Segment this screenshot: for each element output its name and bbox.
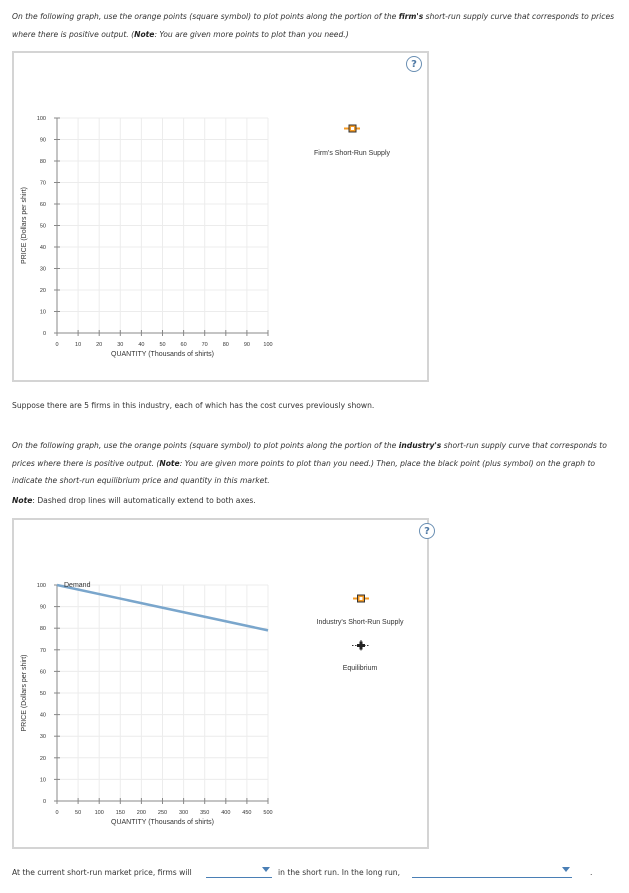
x-tick-label: 30	[117, 342, 124, 348]
instruction-1	[12, 8, 618, 43]
demand-curve-label: Demand	[64, 582, 91, 589]
instruction-1-note-label: Note	[134, 29, 155, 39]
y-tick-label: 20	[39, 288, 46, 294]
graph-2-chart[interactable]	[14, 520, 427, 847]
y-tick-label: 20	[39, 755, 46, 762]
x-tick-label: 100	[263, 342, 273, 348]
instruction-2-text-b: short-run supply curve that corresponds to prices where there is positive output. (	[12, 441, 607, 468]
instruction-2-bold: industry's	[398, 441, 442, 450]
y-tick-label: 10	[39, 309, 46, 316]
x-tick-label: 450	[242, 810, 252, 816]
instruction-2-note-label: Note	[159, 458, 180, 468]
y-tick-label: 90	[39, 604, 46, 611]
x-tick-label: 0	[55, 810, 59, 816]
x-tick-label: 50	[159, 342, 166, 348]
y-tick-label: 40	[39, 712, 46, 719]
y-tick-label: 30	[39, 266, 46, 273]
y-tick-label: 80	[39, 159, 46, 165]
drop-lines-note	[12, 492, 618, 510]
y-tick-label: 80	[39, 626, 46, 633]
x-tick-label: 50	[75, 810, 82, 816]
instruction-1-bold: firm's	[398, 12, 424, 21]
instruction-2-text-c: : You are given more points to plot than you need.) Then, place the black point (plus symbol) on the graph to indicate the short-run equilibrium price and quantity in this market.	[12, 458, 596, 485]
long-run-select[interactable]	[412, 864, 572, 878]
x-tick-label: 300	[179, 810, 189, 816]
graph-1-x-axis-label: QUANTITY (Thousands of shirts)	[111, 351, 214, 358]
equilibrium-legend-label: Equilibrium	[342, 665, 378, 672]
y-tick-label: 100	[36, 583, 46, 589]
y-tick-label: 0	[42, 331, 46, 337]
graph-1-y-axis-label: PRICE (Dollars per shirt)	[21, 186, 28, 265]
y-tick-label: 70	[39, 180, 46, 187]
instruction-1-text-b: short-run supply curve that corresponds to prices where there is positive output. (	[12, 12, 615, 39]
x-tick-label: 250	[157, 810, 168, 816]
graph-2-x-axis-label: QUANTITY (Thousands of shirts)	[111, 819, 214, 826]
y-tick-label: 40	[39, 245, 46, 251]
x-tick-label: 350	[200, 810, 210, 816]
instruction-1-text-c: : You are given more points to plot than you need.)	[154, 29, 349, 39]
y-tick-label: 30	[39, 734, 46, 741]
x-tick-label: 100	[94, 810, 104, 816]
x-tick-label: 70	[201, 342, 208, 348]
drop-lines-note-text: : Dashed drop lines will automatically extend to both axes.	[32, 496, 256, 505]
bottom-text-1: At the current short-run market price, firms will	[12, 868, 192, 877]
y-tick-label: 100	[36, 116, 46, 122]
y-tick-label: 70	[39, 647, 46, 654]
graph-2-supply-legend-icon[interactable]	[353, 595, 369, 602]
bottom-text-2: in the short run. In the long run,	[278, 868, 401, 877]
x-tick-label: 150	[115, 810, 125, 816]
instruction-2-text-a: On the following graph, use the orange points (square symbol) to plot points along the portion of the	[12, 441, 399, 450]
y-tick-label: 50	[39, 223, 46, 230]
x-tick-label: 400	[221, 810, 231, 816]
x-tick-label: 40	[138, 342, 145, 348]
chevron-down-icon	[562, 867, 570, 872]
x-tick-label: 500	[263, 810, 273, 816]
graph-1-help-button[interactable]: ?	[406, 56, 422, 72]
graph-1-supply-legend-icon[interactable]	[344, 125, 360, 132]
x-tick-label: 0	[55, 342, 59, 348]
industry-statement: Suppose there are 5 firms in this industry, each of which has the cost curves previously shown.	[12, 401, 375, 410]
chevron-down-icon	[262, 867, 270, 872]
y-tick-label: 90	[39, 137, 46, 144]
equilibrium-legend-icon[interactable]	[352, 640, 370, 651]
x-tick-label: 60	[180, 342, 187, 348]
x-tick-label: 90	[243, 342, 250, 348]
graph-1-chart[interactable]	[14, 53, 427, 380]
graph-2-help-button[interactable]: ?	[419, 523, 435, 539]
x-tick-label: 20	[96, 342, 103, 348]
drop-lines-note-label: Note	[12, 496, 33, 505]
y-tick-label: 50	[39, 691, 46, 697]
graph-1-panel	[12, 51, 429, 382]
instruction-2	[12, 437, 618, 490]
y-tick-label: 60	[39, 202, 46, 208]
x-tick-label: 10	[75, 342, 82, 348]
instruction-1-text-a: On the following graph, use the orange points (square symbol) to plot points along the portion of the	[12, 12, 399, 21]
x-tick-label: 200	[136, 810, 146, 816]
short-run-action-select[interactable]	[206, 864, 272, 878]
graph-2-supply-legend-label: Industry's Short-Run Supply	[316, 619, 404, 626]
graph-2-y-axis-label: PRICE (Dollars per shirt)	[21, 654, 28, 732]
x-tick-label: 80	[222, 342, 229, 348]
graph-1-supply-legend-label: Firm's Short-Run Supply	[313, 150, 391, 157]
y-tick-label: 0	[42, 799, 46, 805]
bottom-trailing-period: .	[590, 868, 593, 877]
y-tick-label: 60	[39, 669, 46, 676]
y-tick-label: 10	[39, 777, 46, 784]
graph-2-panel	[12, 518, 429, 849]
